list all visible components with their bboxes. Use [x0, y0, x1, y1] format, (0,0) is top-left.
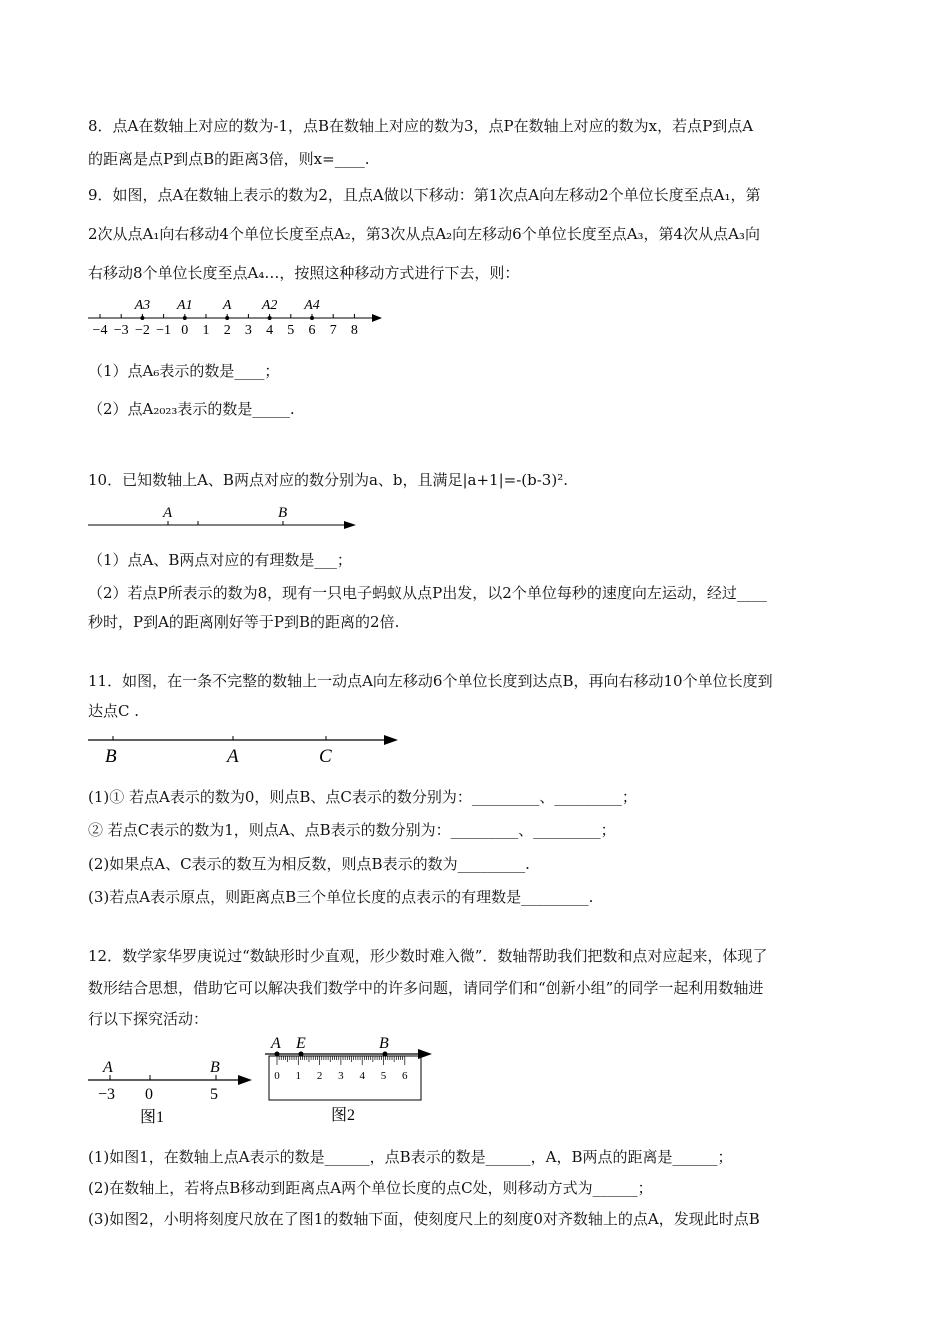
q9-point	[268, 316, 272, 320]
q10-sub1: （1）点A、B两点对应的有理数是___；	[88, 551, 352, 569]
q12-sub1: (1)如图1，在数轴上点A表示的数是______，点B表示的数是______，A，B两点的距离是______；	[88, 1148, 733, 1166]
q9-tick-label: 5	[287, 323, 295, 338]
fig1-tick-0: 0	[145, 1086, 153, 1103]
q11-line2: 达点C .	[88, 702, 140, 720]
q9-line3: 右移动8个单位长度至点A₄…，按照这种移动方式进行下去，则：	[88, 264, 520, 282]
fig1-tick--3: −3	[98, 1086, 116, 1103]
q9-number-line	[88, 294, 388, 344]
q11-line1: 11．如图，在一条不完整的数轴上一动点A向左移动6个单位长度到达点B，再向右移动10个单位长度到	[88, 672, 773, 690]
q12-figure-1	[88, 1030, 268, 1130]
q9-tick-label: 2	[223, 323, 231, 338]
q9-tick-label: 4	[266, 323, 274, 338]
ruler-label: 0	[274, 1070, 280, 1082]
fig1-tick-5: 5	[210, 1086, 218, 1103]
q8-line1: 8．点A在数轴上对应的数为-1，点B在数轴上对应的数为3，点P在数轴上对应的数为x，若点P到点A	[88, 117, 754, 135]
q11-label-b: B	[105, 746, 117, 767]
q9-line1: 9．如图，点A在数轴上表示的数为2，且点A做以下移动：第1次点A向左移动2个单位长度至点A₁，第	[88, 186, 761, 204]
fig2-label-b: B	[379, 1035, 389, 1052]
q12-figure-2	[265, 1030, 445, 1130]
q12-line2: 数形结合思想，借助它可以解决我们数学中的许多问题，请同学们和“创新小组”的同学一起利用数轴进	[88, 979, 764, 997]
q9-point	[310, 316, 314, 320]
q9-tick-label: 6	[308, 323, 316, 338]
q9-point-label: A3	[134, 298, 151, 313]
fig2-label-a: A	[271, 1035, 281, 1052]
q9-point-label: A1	[177, 298, 193, 313]
q8-line2: 的距离是点P到点B的距离3倍，则x=____.	[88, 150, 370, 168]
fig2-label-e: E	[296, 1035, 306, 1052]
q9-tick-label: 7	[329, 323, 337, 338]
ruler-label: 4	[359, 1070, 365, 1082]
q12-sub2: (2)在数轴上，若将点B移动到距离点A两个单位长度的点C处，则移动方式为______；	[88, 1179, 653, 1197]
q10-label-b: B	[278, 505, 288, 521]
q12-sub3: (3)如图2，小明将刻度尺放在了图1的数轴下面，使刻度尺上的刻度0对齐数轴上的点A，发现此时点B	[88, 1210, 760, 1228]
q9-point	[140, 316, 144, 320]
q12-line3: 行以下探究活动：	[88, 1010, 209, 1028]
q11-label-a: A	[227, 746, 239, 767]
q9-tick-label: −2	[134, 323, 150, 338]
ruler	[269, 1056, 421, 1100]
q9-tick-label: −3	[113, 323, 129, 338]
fig1-label-a: A	[103, 1059, 113, 1076]
q11-sub2: ② 若点C表示的数为1，则点A、点B表示的数分别为：_________、_________；	[88, 821, 616, 839]
q11-sub3: (2)如果点A、C表示的数互为相反数，则点B表示的数为_________.	[88, 855, 530, 873]
q9-point	[183, 316, 187, 320]
q9-tick-label: −4	[92, 323, 108, 338]
q9-tick-label: 8	[350, 323, 358, 338]
q12-line1: 12．数学家华罗庚说过“数缺形时少直观，形少数时难入微”．数轴帮助我们把数和点对应起来，体现了	[88, 947, 768, 965]
ruler-label: 5	[380, 1070, 387, 1082]
q9-point-label: A	[222, 298, 232, 313]
q11-label-c: C	[319, 746, 332, 767]
fig1-caption: 图1	[140, 1109, 165, 1126]
ruler-label: 2	[316, 1070, 323, 1082]
q9-sub1: （1）点A₆表示的数是____；	[88, 362, 280, 380]
q9-tick-label: 1	[202, 323, 210, 338]
q11-sub1: (1)① 若点A表示的数为0，则点B、点C表示的数分别为：_________、_________；	[88, 788, 637, 806]
q11-sub4: (3)若点A表示原点，则距离点B三个单位长度的点表示的有理数是_________.	[88, 888, 594, 906]
q10-sub2: （2）若点P所表示的数为8，现有一只电子蚂蚁从点P出发，以2个单位每秒的速度向左运动，经过____	[88, 584, 767, 602]
fig1-label-b: B	[210, 1059, 220, 1076]
ruler-label: 1	[295, 1070, 302, 1082]
q9-tick-label: 0	[181, 323, 189, 338]
q9-tick-label: 3	[244, 323, 252, 338]
q9-point-label: A2	[261, 298, 278, 313]
q9-point	[225, 316, 229, 320]
q10-sub2b: 秒时，P到A的距离刚好等于P到B的距离的2倍.	[88, 613, 400, 631]
q10-number-line	[88, 500, 368, 540]
q9-point-label: A4	[304, 298, 320, 313]
q11-number-line	[88, 728, 408, 768]
ruler-label: 6	[402, 1070, 408, 1082]
q10-label-a: A	[163, 505, 173, 521]
ruler-label: 3	[338, 1070, 344, 1082]
q9-line2: 2次从点A₁向右移动4个单位长度至点A₂，第3次从点A₂向左移动6个单位长度至点A₃，第4次从点A₃向	[88, 225, 760, 243]
fig2-caption: 图2	[331, 1107, 356, 1124]
q10-line1: 10．已知数轴上A、B两点对应的数分别为a、b，且满足|a+1|=-(b-3)².	[88, 471, 568, 489]
q9-tick-label: −1	[156, 323, 172, 338]
q9-sub2: （2）点A₂₀₂₃表示的数是_____.	[88, 400, 295, 418]
